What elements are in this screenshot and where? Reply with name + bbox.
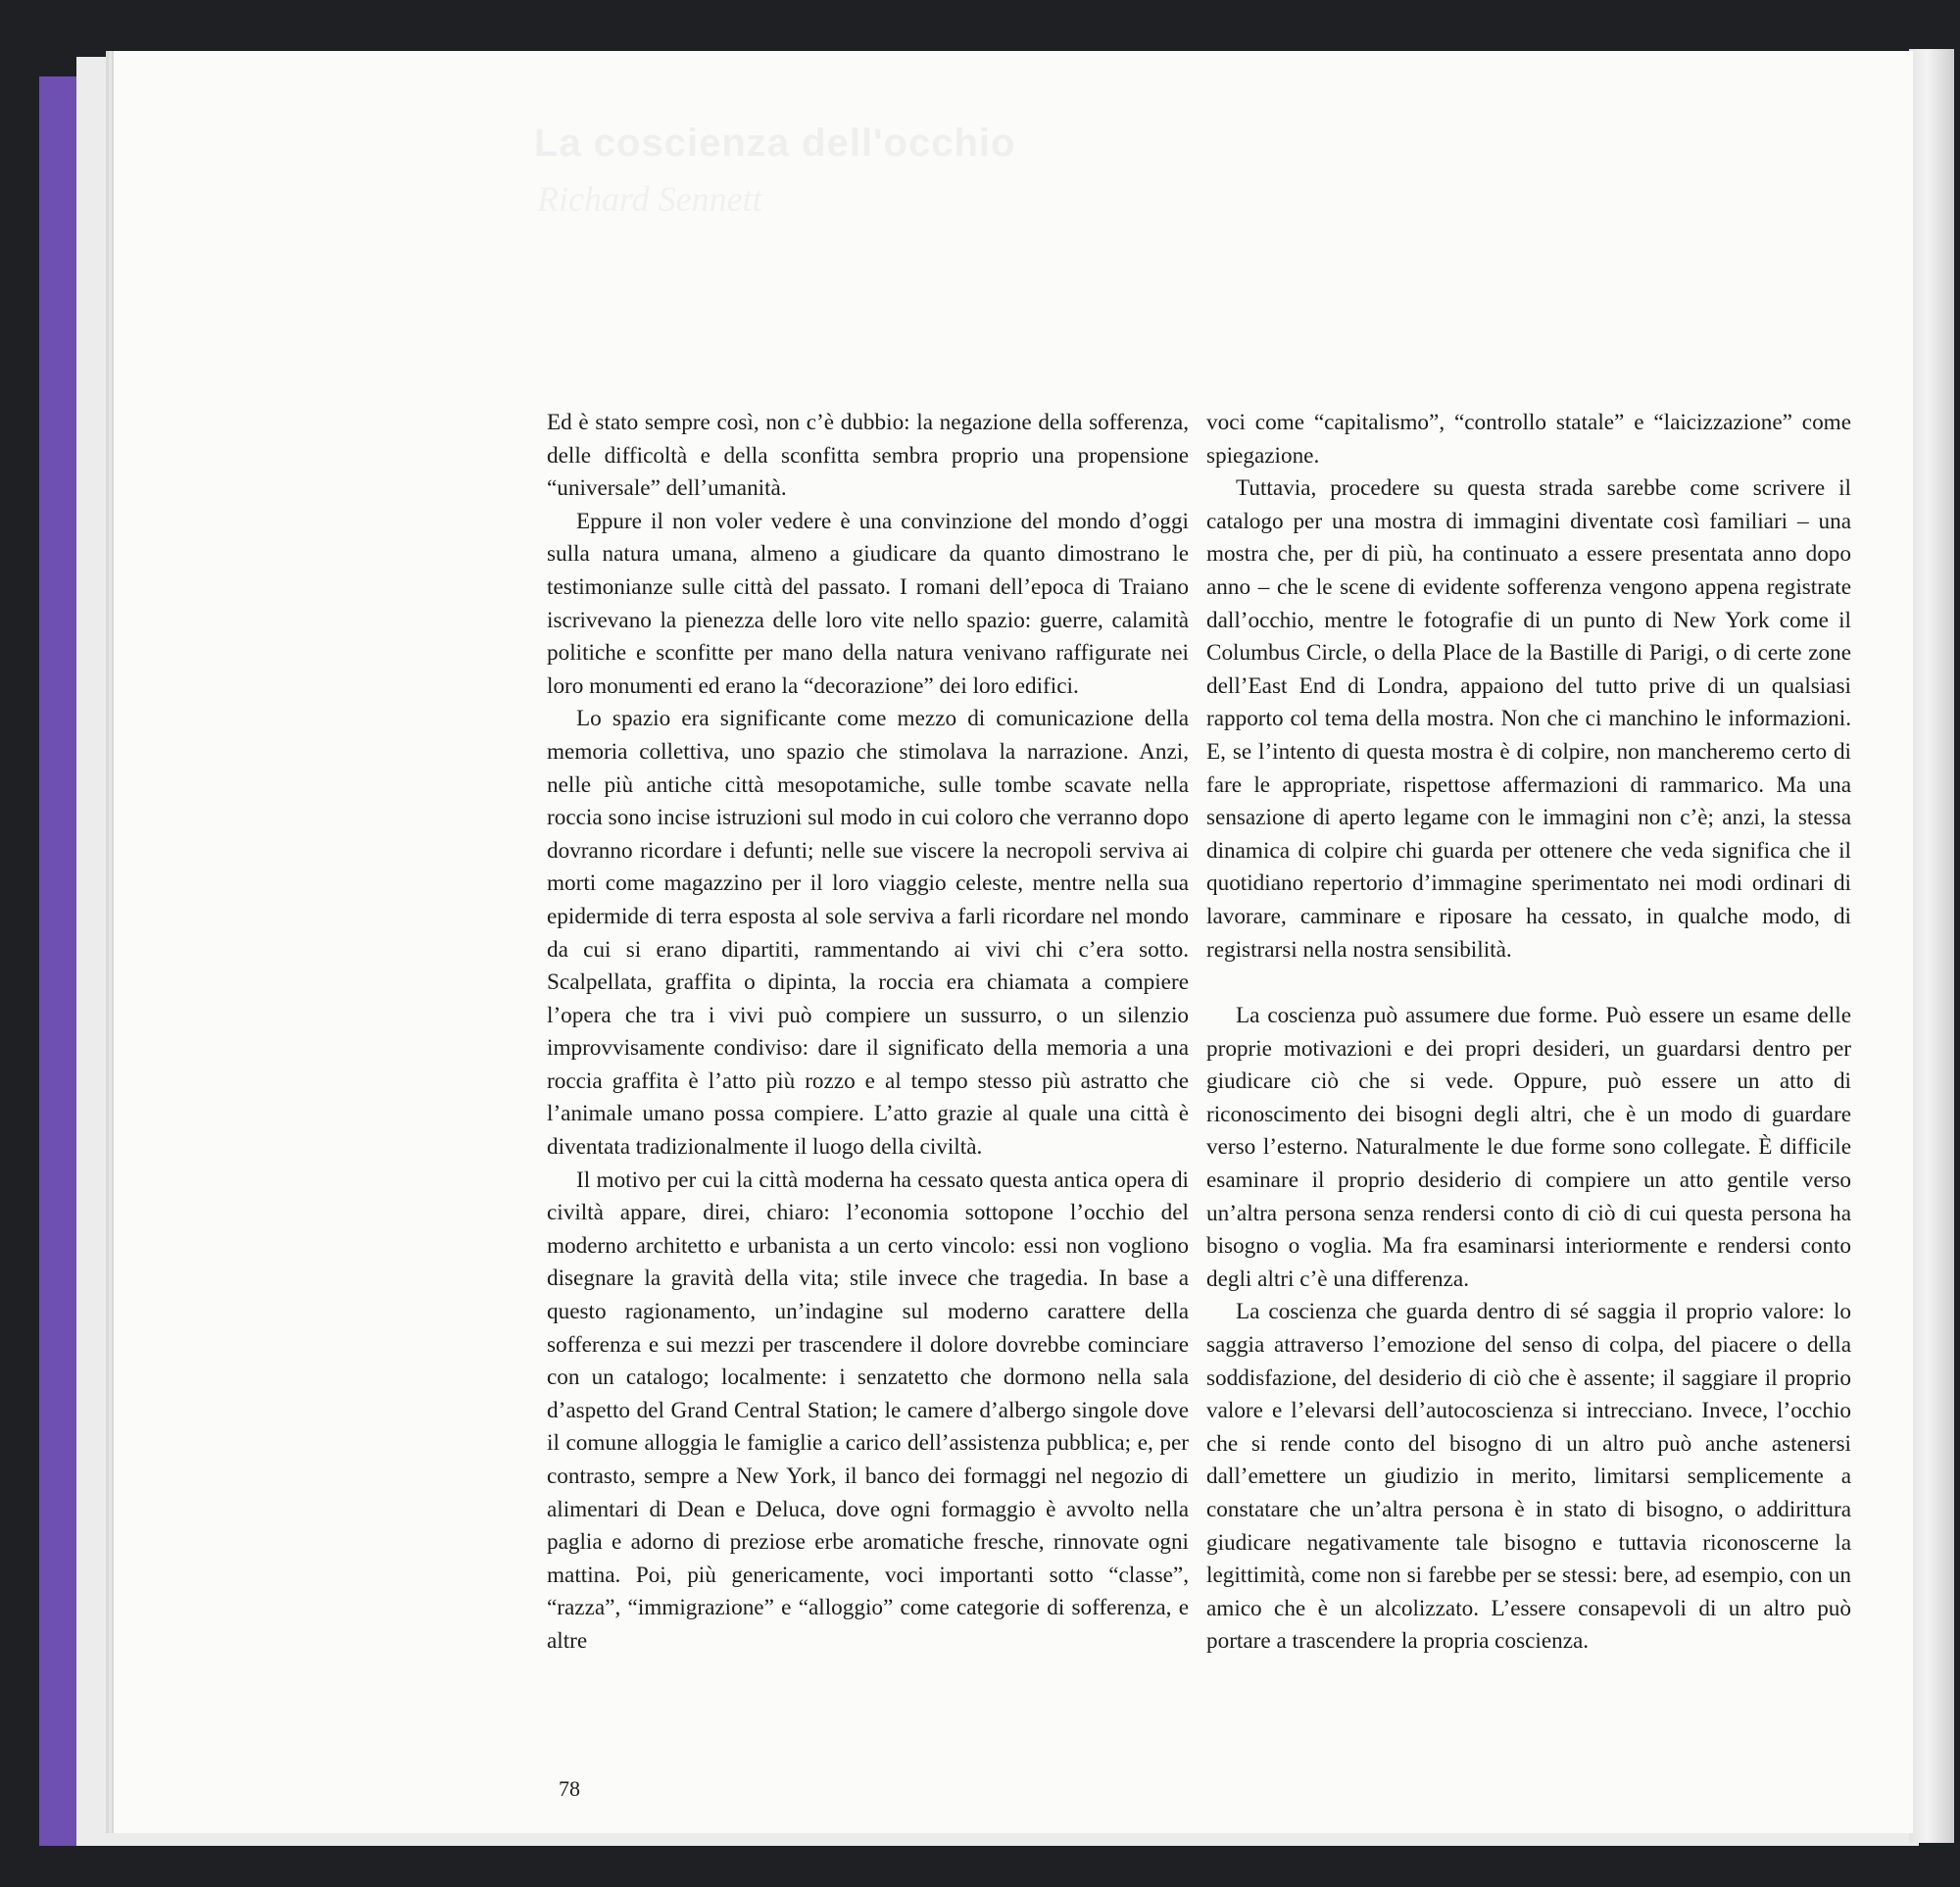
text-column-left	[547, 407, 1189, 1659]
paragraph: Eppure il non voler vedere è una convinzione del mondo d’oggi sulla natura umana, almeno a giudicare da quanto dimostrano le testimonianze sulle città del passato. I romani dell’epoca di Traiano iscrivevano la pienezza delle loro vite nello spazio: guerre, calamità politiche e sconfitte per mano della natura venivano raffigurate nei loro monumenti ed erano la “decorazione” dei loro edifici.	[547, 508, 1189, 699]
facing-page-edge	[1909, 49, 1954, 1843]
show-through-title: La coscienza dell'occhio	[534, 122, 1016, 165]
paragraph: Ed è stato sempre così, non c’è dubbio: la negazione della sofferenza, delle difficoltà e della sconfitta sembra proprio una propensione “universale” dell’umanità.	[547, 410, 1189, 502]
paragraph: La coscienza può assumere due forme. Può essere un esame delle proprie motivazioni e dei propri desideri, un guardarsi dentro per giudicare ciò che si vede. Oppure, può essere un atto di riconoscimento dei bisogni degli altri, che è un modo di guardare verso l’esterno. Naturalmente le due forme sono collegate. È difficile esaminare il proprio desiderio di compiere un atto gentile verso un’altra persona senza rendersi conto di ciò di cui questa persona ha bisogno o voglia. Ma fra esaminarsi interiormente e rendersi conto degli altri c’è una differenza.	[1206, 1003, 1851, 1292]
paragraph: Il motivo per cui la città moderna ha cessato questa antica opera di civiltà appare, direi, chiaro: l’economia sottopone l’occhio del moderno architetto e urbanista a un certo vincolo: essi non vogliono disegnare la gravità della vita; stile invece che tragedia. In base a questo ragionamento, un’indagine sul moderno carattere della sofferenza e sui mezzi per trascendere il dolore dovrebbe cominciare con un catalogo; localmente: i senzatetto che dormono nella sala d’aspetto del Grand Central Station; le camere d’albergo singole dove il comune alloggia le famiglie a carico dell’assistenza pubblica; e, per contrasto, sempre a New York, il banco dei formaggi nel negozio di alimentari di Dean e Deluca, dove ogni formaggio è avvolto nella paglia e adorno di preziose erbe aromatiche fresche, rinnovate ogni mattina. Poi, più genericamente, voci importanti sotto “classe”, “razza”, “immigrazione” e “alloggio” come categorie di sofferenza, e altre	[547, 1167, 1189, 1654]
show-through-author: Richard Sennett	[537, 179, 762, 219]
paragraph: La coscienza che guarda dentro di sé saggia il proprio valore: lo saggia attraverso l’emozione del senso di colpa, del piacere o della soddisfazione, del desiderio di ciò che è assente; il saggiare il proprio valore e l’elevarsi dell’autocoscienza si intrecciano. Invece, l’occhio che si rende conto del bisogno di un altro può anche astenersi dall’emettere un giudizio in merito, limitarsi semplicemente a constatare che un’altra persona è in stato di bisogno, o addirittura giudicare negativamente tale bisogno e tuttavia riconoscerne la legittimità, come non si farebbe per se stessi: bere, ad esempio, con un amico che è un alcolizzato. L’essere consapevoli di un altro può portare a trascendere la propria coscienza.	[1206, 1299, 1851, 1655]
page-number: 78	[559, 1776, 580, 1801]
text-column-right	[1206, 407, 1851, 1659]
paragraph: Tuttavia, procedere su questa strada sarebbe come scrivere il catalogo per una mostra di immagini diventate così familiari – una mostra che, per di più, ha continuato a essere presentata anno dopo anno – che le scene di evidente sofferenza vengono appena registrate dall’occhio, mentre le fotografie di un punto di New York come il Columbus Circle, o della Place de la Bastille di Parigi, o di certe zone dell’East End di Londra, appaiono del tutto prive di un qualsiasi rapporto col tema della mostra. Non che ci manchino le informazioni. E, se l’intento di questa mostra è di colpire, non mancheremo certo di fare le appropriate, rispettose affermazioni di rammarico. Ma una sensazione di aperto legame con le immagini non c’è; anzi, la stessa dinamica di colpire chi guarda per ottenere che veda significa che il quotidiano repertorio d’immagine sperimentato nei modi ordinari di lavorare, camminare e riposare ha cessato, in qualche modo, di registrarsi nella nostra sensibilità.	[1206, 475, 1851, 963]
paragraph: voci come “capitalismo”, “controllo statale” e “laicizzazione” come spiegazione.	[1206, 410, 1851, 469]
paragraph: Lo spazio era significante come mezzo di comunicazione della memoria collettiva, uno spazio che stimolava la narrazione. Anzi, nelle più antiche città mesopotamiche, sulle tombe scavate nella roccia sono incise istruzioni sul modo in cui coloro che verranno dopo dovranno ricordare i defunti; nelle sue viscere la necropoli serviva ai morti come magazzino per il loro viaggio celeste, mentre nella sua epidermide di terra esposta al sole serviva a farli ricordare nel mondo da cui si erano dipartiti, rammentando ai vivi chi c’era sotto. Scalpellata, graffita o dipinta, la roccia era chiamata a compiere l’opera che tra i vivi può compiere un sussurro, o un silenzio improvvisamente condiviso: dare il significato della memoria a una roccia graffita è l’atto più rozzo e al tempo stesso più astratto che l’animale umano possa compiere. L’atto grazie al quale una città è diventata tradizionalmente il luogo della civiltà.	[547, 706, 1189, 1161]
